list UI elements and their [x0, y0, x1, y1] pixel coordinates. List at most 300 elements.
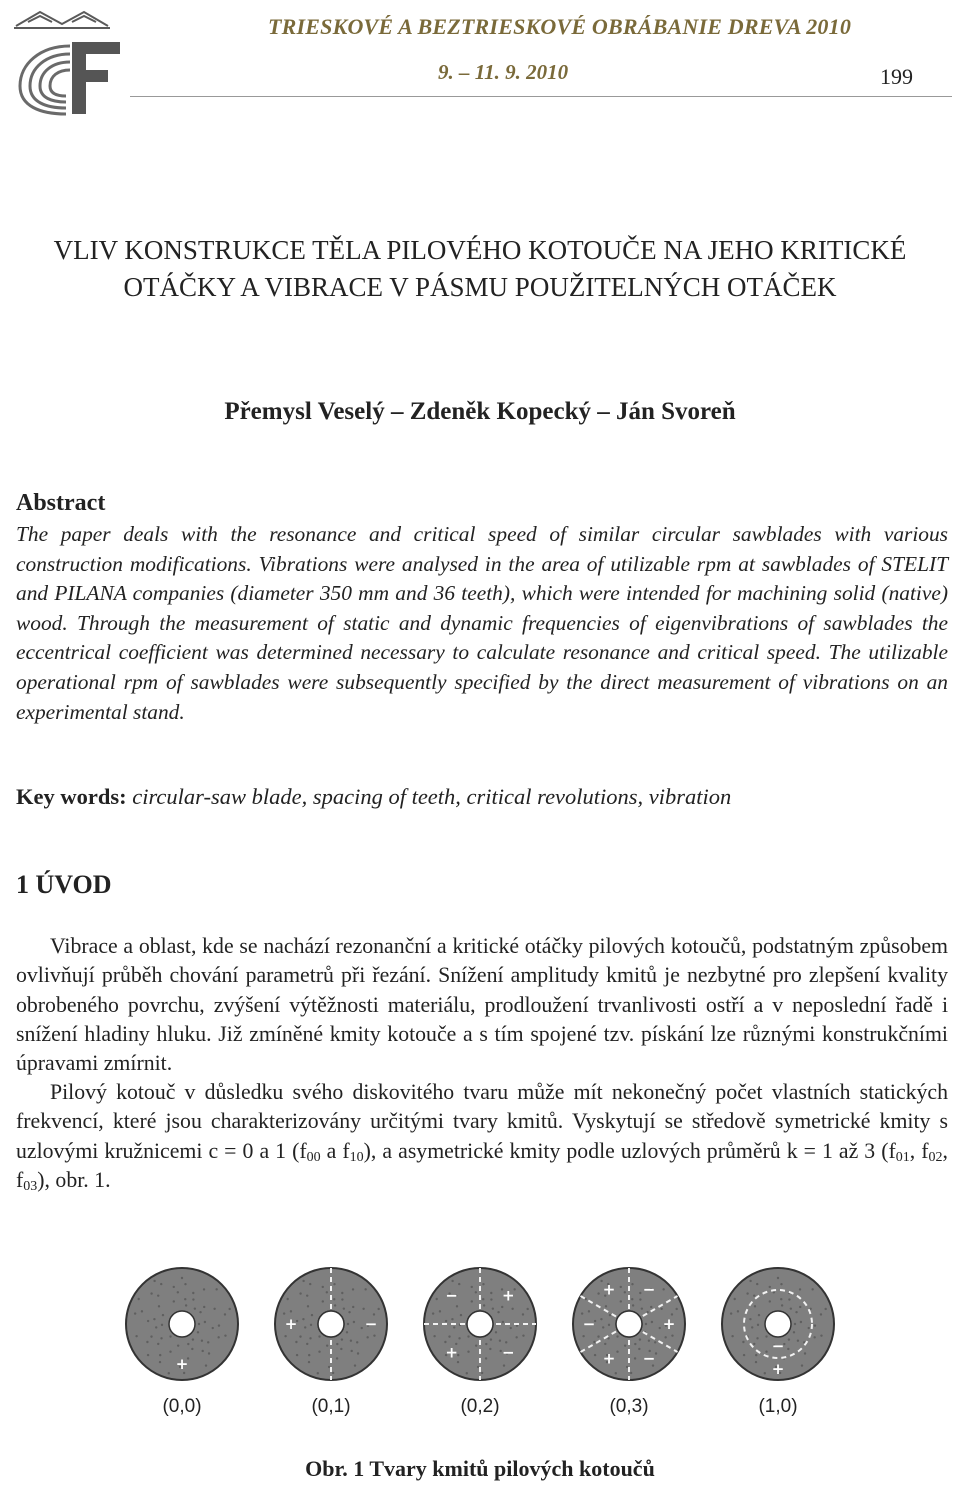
disk-texture — [456, 1305, 458, 1307]
disk-texture — [582, 1335, 584, 1337]
disk-texture — [181, 1277, 183, 1279]
paper-title: VLIV KONSTRUKCE TĚLA PILOVÉHO KOTOUČE NA JEHO KRITICKÉ OTÁČKY A VIBRACE V PÁSMU POUŽITELNÝCH OTÁČEK — [53, 235, 907, 302]
disk-texture — [326, 1344, 328, 1346]
disk-texture — [295, 1341, 297, 1343]
mode-shape — [573, 1268, 685, 1417]
disk-texture — [753, 1294, 755, 1296]
disk-texture — [364, 1288, 366, 1290]
p2-sub-3: 01 — [895, 1149, 910, 1165]
disk-texture — [373, 1334, 375, 1336]
disk-texture — [632, 1304, 634, 1306]
mode-sign: − — [445, 1286, 459, 1305]
keywords-value: circular-saw blade, spacing of teeth, critical revolutions, vibration — [132, 784, 732, 809]
mode-sign: − — [642, 1280, 656, 1299]
mode-sign: − — [771, 1337, 785, 1355]
disk-texture — [607, 1337, 609, 1339]
disk-texture — [217, 1336, 219, 1338]
disk-texture — [626, 1366, 628, 1368]
disk-texture — [147, 1320, 149, 1322]
disk-texture — [228, 1308, 230, 1310]
disk-texture — [352, 1306, 354, 1308]
disk-texture — [630, 1372, 632, 1374]
disk-texture — [638, 1348, 640, 1350]
disk-texture — [799, 1306, 801, 1308]
disk-texture — [155, 1326, 157, 1328]
disk-texture — [634, 1343, 636, 1345]
disk-texture — [334, 1304, 336, 1306]
disk-texture — [731, 1335, 733, 1337]
disk-texture — [788, 1298, 790, 1300]
mode-sign: − — [642, 1349, 656, 1368]
disk-texture — [467, 1351, 469, 1353]
disk-texture — [184, 1298, 186, 1300]
disk-texture — [224, 1334, 226, 1336]
disk-texture — [299, 1292, 301, 1294]
disk-texture — [650, 1306, 652, 1308]
disk-texture — [161, 1324, 163, 1326]
disk-texture — [204, 1321, 206, 1323]
disk-texture — [153, 1280, 155, 1282]
disk-texture — [588, 1310, 590, 1312]
disk-texture — [213, 1308, 215, 1310]
mode-sign: − — [501, 1343, 515, 1362]
disk-texture — [135, 1335, 137, 1337]
disk-texture — [157, 1343, 159, 1345]
disk-texture — [639, 1298, 641, 1300]
disk-texture — [340, 1348, 342, 1350]
disk-texture — [483, 1304, 485, 1306]
figure-caption: Obr. 1 Tvary kmitů pilových kotoučů — [305, 1456, 655, 1481]
disk-texture — [475, 1291, 477, 1293]
disk-texture — [660, 1308, 662, 1310]
disk-texture — [191, 1348, 193, 1350]
p2-sub-2: 10 — [349, 1149, 364, 1165]
disk-texture — [318, 1335, 320, 1337]
disk-texture — [620, 1300, 622, 1302]
disk-texture — [605, 1305, 607, 1307]
disk-texture — [134, 1312, 136, 1314]
disk-texture — [485, 1343, 487, 1345]
arbor-hole — [318, 1311, 344, 1337]
disk-texture — [218, 1324, 220, 1326]
disk-texture — [347, 1323, 349, 1325]
disk-texture — [326, 1291, 328, 1293]
disk-texture — [205, 1364, 207, 1366]
paragraph-2 — [16, 1078, 948, 1195]
mode-label: (1,0) — [758, 1396, 798, 1417]
disk-texture — [317, 1372, 319, 1374]
disk-texture — [814, 1324, 816, 1326]
mode-label: (0,1) — [311, 1396, 351, 1417]
disk-texture — [352, 1288, 354, 1290]
keywords-label: Key words: — [16, 784, 127, 809]
disk-texture — [820, 1313, 822, 1315]
disk-texture — [377, 1308, 379, 1310]
disk-texture — [160, 1283, 162, 1285]
disk-texture — [322, 1286, 324, 1288]
disk-texture — [788, 1338, 790, 1340]
disk-texture — [201, 1340, 203, 1342]
disk-texture — [482, 1298, 484, 1300]
disk-texture — [758, 1314, 760, 1316]
disk-texture — [157, 1294, 159, 1296]
disk-texture — [490, 1338, 492, 1340]
p2-text-1: Pilový kotouč v důsledku svého diskovitého tvaru může mít nekonečný počet vlastních statických frekvencí, které jsou charakterizovány určitými tvary kmitů. Vyskytují se středově symetrické kmity s uzlovými kružnicemi c = 0 a 1 (f — [16, 1080, 948, 1163]
conference-logo — [10, 6, 128, 116]
disk-texture — [671, 1334, 673, 1336]
disk-texture — [203, 1288, 205, 1290]
p2-text-3: ), a asymetrické kmity podle uzlových průměrů k = 1 až 3 (f — [363, 1138, 896, 1163]
p2-text-5: , f — [16, 1138, 948, 1192]
p2-sub-1: 00 — [306, 1149, 321, 1165]
disk-texture — [146, 1341, 148, 1343]
disk-texture — [751, 1326, 753, 1328]
disk-texture — [451, 1318, 453, 1320]
arbor-hole — [169, 1311, 195, 1337]
disk-texture — [290, 1310, 292, 1312]
disk-texture — [651, 1321, 653, 1323]
disk-texture — [733, 1298, 735, 1300]
p2-sub-4: 02 — [928, 1149, 943, 1165]
disk-texture — [158, 1305, 160, 1307]
disk-texture — [501, 1306, 503, 1308]
disk-texture — [773, 1291, 775, 1293]
disk-texture — [162, 1314, 164, 1316]
mode-label: (0,0) — [162, 1396, 202, 1417]
arbor-hole — [467, 1311, 493, 1337]
disk-texture — [492, 1307, 494, 1309]
disk-texture — [299, 1335, 301, 1337]
disk-texture — [341, 1298, 343, 1300]
p2-text-4: , f — [909, 1138, 929, 1163]
disk-texture — [192, 1338, 194, 1340]
disk-texture — [756, 1337, 758, 1339]
disk-texture — [616, 1335, 618, 1337]
disk-texture — [333, 1283, 335, 1285]
disk-texture — [471, 1300, 473, 1302]
disk-texture — [306, 1294, 308, 1296]
mode-shape — [722, 1268, 834, 1417]
mode-shape — [126, 1268, 238, 1417]
disk-texture — [620, 1286, 622, 1288]
disk-texture — [755, 1354, 757, 1356]
disk-texture — [797, 1340, 799, 1342]
disk-texture — [781, 1304, 783, 1306]
abstract-heading: Abstract — [16, 490, 106, 516]
disk-texture — [346, 1331, 348, 1333]
disk-texture — [490, 1292, 492, 1294]
mode-sign: + — [284, 1315, 298, 1333]
disk-texture — [801, 1364, 803, 1366]
disk-texture — [343, 1307, 345, 1309]
disk-texture — [302, 1280, 304, 1282]
disk-texture — [749, 1318, 751, 1320]
disk-texture — [600, 1318, 602, 1320]
disk-texture — [141, 1310, 143, 1312]
disk-texture — [624, 1291, 626, 1293]
disk-texture — [366, 1336, 368, 1338]
disk-texture — [790, 1307, 792, 1309]
disk-texture — [602, 1326, 604, 1328]
mode-sign: + — [662, 1315, 676, 1333]
disk-texture — [608, 1324, 610, 1326]
mode-shape — [275, 1268, 387, 1417]
disk-texture — [150, 1335, 152, 1337]
disk-texture — [466, 1372, 468, 1374]
disk-texture — [742, 1341, 744, 1343]
disk-texture — [495, 1331, 497, 1333]
conference-dates: 9. – 11. 9. 2010 — [438, 60, 569, 84]
disk-texture — [604, 1343, 606, 1345]
disk-texture — [341, 1338, 343, 1340]
disk-texture — [160, 1337, 162, 1339]
disk-texture — [153, 1318, 155, 1320]
disk-texture — [800, 1321, 802, 1323]
mode-sign: + — [175, 1355, 189, 1373]
p2-text-6: ), obr. 1. — [37, 1167, 111, 1192]
disk-texture — [799, 1288, 801, 1290]
disk-texture — [137, 1298, 139, 1300]
disk-texture — [615, 1372, 617, 1374]
disk-texture — [743, 1354, 745, 1356]
disk-texture — [737, 1310, 739, 1312]
disk-texture — [730, 1312, 732, 1314]
disk-texture — [624, 1344, 626, 1346]
disk-texture — [746, 1292, 748, 1294]
disk-texture — [631, 1283, 633, 1285]
disk-texture — [639, 1338, 641, 1340]
disk-texture — [794, 1323, 796, 1325]
disk-texture — [435, 1298, 437, 1300]
disk-texture — [208, 1352, 210, 1354]
disk-texture — [197, 1331, 199, 1333]
disk-texture — [322, 1300, 324, 1302]
disk-texture — [150, 1292, 152, 1294]
disk-texture — [286, 1298, 288, 1300]
mode-sign: + — [501, 1286, 515, 1305]
disk-texture — [753, 1343, 755, 1345]
disk-texture — [467, 1335, 469, 1337]
disk-texture — [756, 1283, 758, 1285]
disk-texture — [769, 1286, 771, 1288]
disk-texture — [451, 1280, 453, 1282]
disk-texture — [361, 1327, 363, 1329]
disk-texture — [177, 1344, 179, 1346]
disk-texture — [445, 1320, 447, 1322]
disk-texture — [439, 1310, 441, 1312]
disk-texture — [780, 1283, 782, 1285]
disk-texture — [308, 1361, 310, 1363]
mode-shape — [424, 1268, 536, 1417]
disk-texture — [159, 1361, 161, 1363]
mode-sign: + — [445, 1343, 459, 1362]
disk-texture — [357, 1352, 359, 1354]
disk-texture — [489, 1348, 491, 1350]
disk-texture — [306, 1343, 308, 1345]
disk-texture — [296, 1354, 298, 1356]
disk-texture — [173, 1286, 175, 1288]
disk-texture — [662, 1288, 664, 1290]
disk-texture — [645, 1323, 647, 1325]
disk-texture — [515, 1336, 517, 1338]
disk-texture — [481, 1372, 483, 1374]
disk-texture — [757, 1324, 759, 1326]
page-number: 199 — [880, 64, 913, 89]
disk-texture — [169, 1351, 171, 1353]
disk-texture — [510, 1327, 512, 1329]
disk-texture — [460, 1314, 462, 1316]
disk-texture — [675, 1308, 677, 1310]
disk-texture — [477, 1366, 479, 1368]
disk-texture — [522, 1313, 524, 1315]
disk-texture — [336, 1357, 338, 1359]
disk-texture — [482, 1283, 484, 1285]
disk-texture — [664, 1336, 666, 1338]
disk-texture — [203, 1306, 205, 1308]
disk-texture — [309, 1283, 311, 1285]
disk-texture — [307, 1305, 309, 1307]
disk-texture — [631, 1298, 633, 1300]
disk-texture — [212, 1327, 214, 1329]
disk-texture — [765, 1335, 767, 1337]
disk-texture — [795, 1311, 797, 1313]
disk-texture — [192, 1298, 194, 1300]
disk-texture — [185, 1304, 187, 1306]
disk-texture — [749, 1280, 751, 1282]
disk-texture — [284, 1335, 286, 1337]
disk-texture — [318, 1351, 320, 1353]
authors: Přemysl Veselý – Zdeněk Kopecký – Ján Svoreň — [224, 398, 736, 425]
disk-texture — [448, 1335, 450, 1337]
disk-texture — [804, 1352, 806, 1354]
disk-texture — [502, 1321, 504, 1323]
disk-texture — [820, 1334, 822, 1336]
mode-sign: − — [364, 1315, 378, 1333]
disk-texture — [433, 1335, 435, 1337]
disk-texture — [453, 1326, 455, 1328]
section-heading: 1 ÚVOD — [16, 870, 112, 899]
conference-title: TRIESKOVÉ A BEZTRIESKOVÉ OBRÁBANIE DREVA 2010 — [268, 14, 852, 39]
disk-texture — [302, 1318, 304, 1320]
disk-texture — [764, 1372, 766, 1374]
disk-texture — [497, 1311, 499, 1313]
disk-texture — [201, 1350, 203, 1352]
disk-texture — [769, 1300, 771, 1302]
disk-texture — [485, 1357, 487, 1359]
disk-texture — [336, 1343, 338, 1345]
disk-texture — [458, 1337, 460, 1339]
p2-sub-5: 03 — [23, 1178, 38, 1194]
abstract-text: The paper deals with the resonance and critical speed of similar circular sawblades with various construction modifications. Vibrations were analysed in the area of utilizable rpm at sawblades of STELIT and PILANA companies (diameter 350 mm and 36 teeth), which were intended for machining solid (native) wood. Through the measurement of static and dynamic frequencies of eigenvibrations of sawblades the eccentrical coefficient was determined necessary to calculate resonance and critical speed. The utilizable operational rpm of sawblades were subsequently specified by the direct measurement of vibrations on an experimental stand. — [16, 522, 948, 724]
disk-texture — [159, 1354, 161, 1356]
disk-texture — [310, 1324, 312, 1326]
mode-label: (0,3) — [609, 1396, 649, 1417]
disk-texture — [432, 1312, 434, 1314]
disk-texture — [354, 1364, 356, 1366]
disk-texture — [177, 1291, 179, 1293]
disk-texture — [308, 1354, 310, 1356]
disk-texture — [609, 1314, 611, 1316]
disk-texture — [526, 1308, 528, 1310]
disk-texture — [593, 1341, 595, 1343]
disk-texture — [350, 1350, 352, 1352]
disk-texture — [780, 1298, 782, 1300]
mode-label: (0,2) — [460, 1396, 500, 1417]
disk-texture — [471, 1286, 473, 1288]
disk-texture — [169, 1335, 171, 1337]
disk-texture — [641, 1307, 643, 1309]
disk-texture — [654, 1341, 656, 1343]
disk-texture — [499, 1340, 501, 1342]
disk-texture — [341, 1292, 343, 1294]
keywords — [16, 784, 948, 810]
p2-text-2: a f — [320, 1138, 350, 1163]
disk-texture — [755, 1361, 757, 1363]
disk-texture — [198, 1323, 200, 1325]
header-rule — [130, 96, 952, 97]
disk-texture — [184, 1283, 186, 1285]
disk-texture — [765, 1351, 767, 1353]
disk-texture — [511, 1308, 513, 1310]
disk-texture — [475, 1344, 477, 1346]
mode-sign: + — [602, 1349, 616, 1368]
disk-texture — [353, 1321, 355, 1323]
disk-texture — [659, 1327, 661, 1329]
disk-texture — [304, 1326, 306, 1328]
disk-texture — [194, 1307, 196, 1309]
mode-sign: − — [582, 1315, 596, 1333]
disk-texture — [754, 1305, 756, 1307]
vibration-modes-figure — [120, 1262, 840, 1422]
arbor-hole — [616, 1311, 642, 1337]
disk-texture — [639, 1292, 641, 1294]
disk-texture — [813, 1336, 815, 1338]
disk-texture — [168, 1372, 170, 1374]
paragraph-1: Vibrace a oblast, kde se nachází rezonanční a kritické otáčky pilových kotoučů, podstatným způsobem ovlivňují průběh chování parametrů při řezání. Snížení amplitudy kmitů je nezbytné pro zlepšení kvality obrobeného povrchu, zvýšení výtěžnosti materiálu, prodloužení trvanlivosti ostří a v neposlední řadě i snížení hladiny hluku. Již zmíněné kmity kotouče a s tím spojené tzv. pískání lze různými konstrukčními úpravami zmírnit. — [16, 934, 948, 1076]
disk-texture — [808, 1327, 810, 1329]
disk-texture — [597, 1292, 599, 1294]
disk-texture — [597, 1335, 599, 1337]
disk-texture — [356, 1341, 358, 1343]
mode-sign: + — [771, 1360, 785, 1378]
disk-texture — [187, 1343, 189, 1345]
disk-texture — [333, 1298, 335, 1300]
disk-texture — [332, 1372, 334, 1374]
disk-texture — [309, 1337, 311, 1339]
disk-texture — [458, 1283, 460, 1285]
disk-texture — [634, 1357, 636, 1359]
disk-texture — [224, 1313, 226, 1315]
disk-texture — [173, 1300, 175, 1302]
disk-texture — [199, 1311, 201, 1313]
disk-texture — [594, 1354, 596, 1356]
disk-texture — [311, 1314, 313, 1316]
mode-sign: + — [602, 1280, 616, 1299]
disk-texture — [503, 1364, 505, 1366]
disk-texture — [787, 1348, 789, 1350]
disk-texture — [824, 1308, 826, 1310]
arbor-hole — [765, 1311, 791, 1337]
disk-texture — [348, 1311, 350, 1313]
disk-texture — [215, 1288, 217, 1290]
disk-texture — [328, 1366, 330, 1368]
disk-texture — [192, 1292, 194, 1294]
disk-texture — [490, 1298, 492, 1300]
disk-texture — [522, 1334, 524, 1336]
disk-texture — [616, 1351, 618, 1353]
disk-texture — [777, 1277, 779, 1279]
disk-texture — [793, 1331, 795, 1333]
